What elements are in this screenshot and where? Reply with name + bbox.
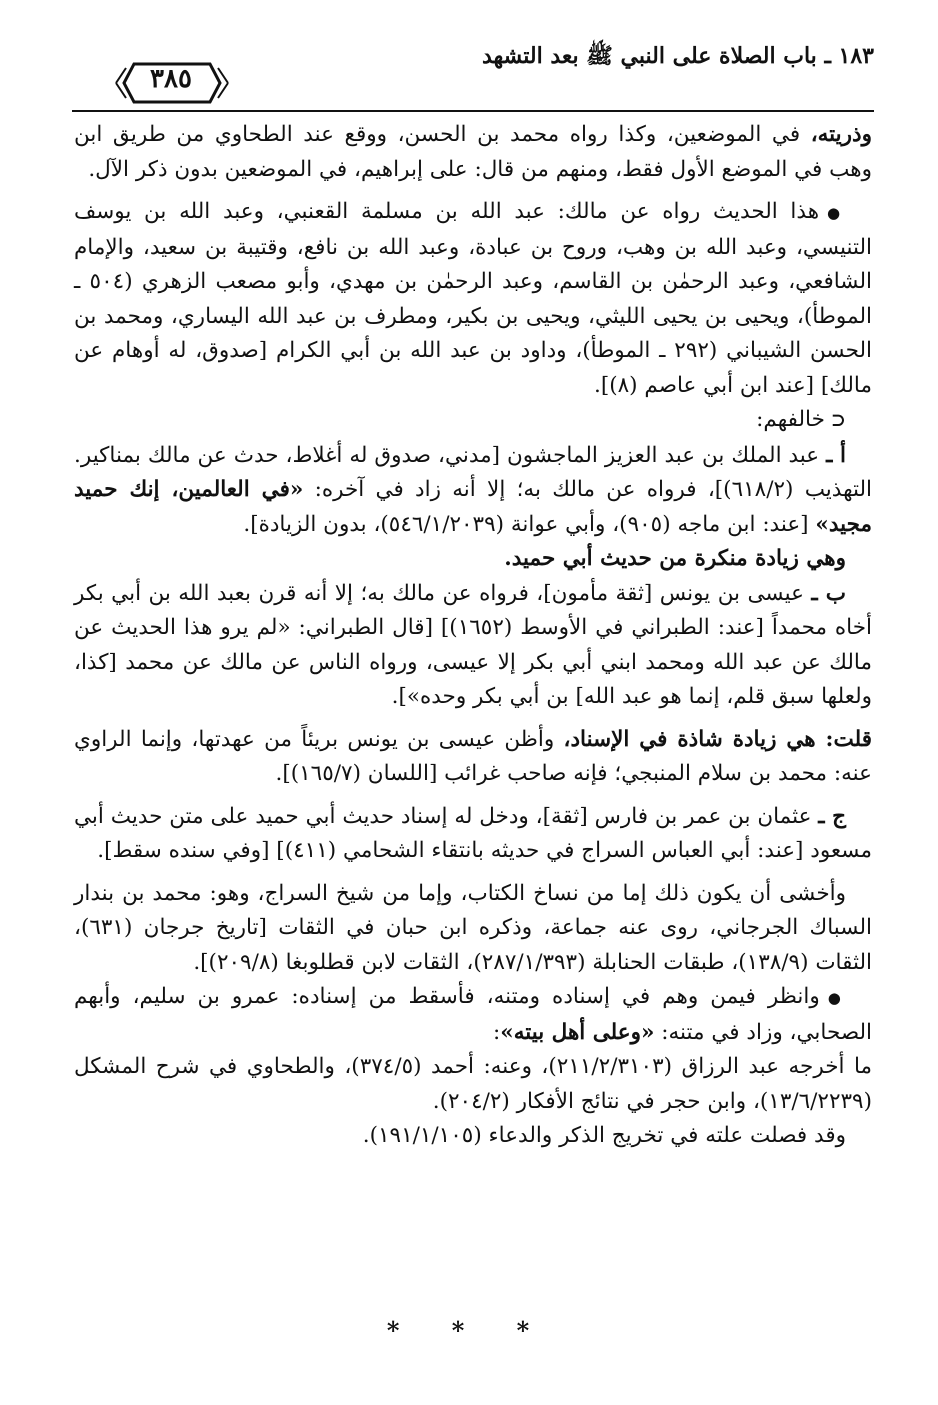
bold-text: أ ـ bbox=[826, 442, 846, 468]
paragraph-6 bbox=[74, 577, 872, 715]
text-run: وأظن عيسى بن يونس بريئاً من عهدتها، وإنما الراوي عنه: محمد بن سلام المنبجي؛ فإنه صاحب غرائب [اللسان (١٦٥/٧)]. bbox=[74, 726, 872, 786]
text-run: عيسى بن يونس [ثقة مأمون]، فرواه عن مالك به؛ إلا أنه قرن بعبد الله بن أبي بكر أخاه محمداً [عند: الطبراني في الأوسط (١٦٥٢)] [قال الطبراني: «لم يرو هذا الحديث عن مالك عن عبد الله ومحمد ابني أبي بكر إلا عيسى، ورواه الناس عن مالك عن محمد [كذا، ولعلها سبق قلم، إنما هو عبد الله] بن أبي بكر وحده»]. bbox=[74, 580, 873, 709]
header-rule bbox=[72, 110, 874, 112]
paragraph-11: ما أخرجه عبد الرزاق (٢١١/٢/٣١٠٣)، وعنه: أحمد (٣٧٤/٥)، والطحاوي في شرح المشكل (١٣/٦/٢٢٣٩)، وابن حجر في نتائج الأفكار (٢٠٤/٢). bbox=[74, 1054, 873, 1114]
paragraph-7 bbox=[74, 723, 872, 792]
text-run: عبد الملك بن عبد العزيز الماجشون [مدني، صدوق له أغلاط، حدث عن مالك بمناكير. التهذيب (٦١٨/٢)]، فرواه عن مالك به؛ إلا أنه زاد في آخره: bbox=[74, 442, 872, 502]
page-header bbox=[72, 38, 874, 108]
bold-text: ج ـ bbox=[818, 803, 846, 829]
paragraph-3 bbox=[74, 403, 872, 439]
ornament-icon: ⊂ bbox=[830, 410, 846, 431]
paragraph-12: وقد فصلت علته في تخريج الذكر والدعاء (١٩١/١/١٠٥). bbox=[362, 1123, 846, 1148]
text-run: هذا الحديث رواه عن مالك: عبد الله بن مسلمة القعنبي، وعبد الله بن يوسف التنيسي، وعبد الله بن وهب، وروح بن عبادة، وعبد الله بن نافع، وقتيبة بن سعيد، والإمام الشافعي، وعبد الرحمٰن بن القاسم، وعبد الرحمٰن بن مهدي، وأبو مصعب الزهري (٥٠٤ ـ الموطأ)، ويحيى بن يحيى الليثي، ويحيى بن بكير، ومطرف بن عبد الله اليساري، ومحمد بن الحسن الشيباني (٢٩٢ ـ الموطأ)، وداود بن عبد الله بن أبي الكرام [صدوق، له أوهام عن مالك] [عند ابن أبي عاصم (٨)]. bbox=[74, 199, 872, 398]
paragraph-5: وهي زيادة منكرة من حديث أبي حميد. bbox=[504, 546, 846, 571]
text-run: : bbox=[493, 1019, 501, 1045]
text-run: وانظر فيمن وهم في إسناده ومتنه، فأسقط من إسناده: عمرو بن سليم، وأبهم الصحابي، وزاد في متنه: bbox=[74, 984, 872, 1045]
main-text bbox=[74, 118, 872, 1154]
bold-text: ب ـ bbox=[811, 580, 846, 606]
page-number: ٣٨٥ bbox=[150, 64, 192, 94]
paragraph-4 bbox=[74, 439, 872, 543]
text-run: خالفهم: bbox=[756, 407, 825, 432]
bold-text: وذريته، bbox=[810, 122, 872, 147]
bullet-icon: ● bbox=[827, 989, 846, 1007]
bold-text: «في العالمين، إنك حميد مجيد» bbox=[74, 477, 872, 537]
paragraph-9: وأخشى أن يكون ذلك إما من نساخ الكتاب، وإما من شيخ السراج، وهو: محمد بن بندار السباك الجرجاني، روى عنه جماعة، وذكره ابن حبان في الثقات [تاريخ جرجان (٦٣١)، الثقات (١٣٨/٩)، طبقات الحنابلة (٢٨٧/١/٣٩٣)، الثقات لابن قطلوبغا (٢٠٩/٨)]. bbox=[74, 880, 872, 975]
bold-text: «وعلى أهل بيته» bbox=[500, 1019, 655, 1045]
section-end-asterisks: * * * bbox=[386, 1316, 552, 1345]
paragraph-1 bbox=[74, 118, 872, 187]
paragraph-8 bbox=[74, 800, 872, 869]
text-run: عثمان بن عمر بن فارس [ثقة]، ودخل له إسناد حديث أبي حميد على متن حديث أبي مسعود [عند: أبي العباس السراج في حديثه بانتقاء الشحامي (٤١١)] [وفي سنده سقط]. bbox=[74, 803, 872, 863]
paragraph-10 bbox=[74, 980, 872, 1050]
text-run: [عند: ابن ماجه (٩٠٥)، وأبي عوانة (٥٤٦/١/٢٠٣٩)، بدون الزيادة]. bbox=[243, 511, 816, 537]
text-run: في الموضعين، وكذا رواه محمد بن الحسن، ووقع عند الطحاوي من طريق ابن وهب في الموضع الأول فقط، ومنهم من قال: على إبراهيم، في الموضعين بدون ذكر الآل. bbox=[74, 122, 872, 182]
running-head: ١٨٣ ـ باب الصلاة على النبي ﷺ بعد التشهد bbox=[481, 43, 874, 69]
bullet-icon: ● bbox=[827, 204, 846, 222]
page-number-badge bbox=[72, 58, 272, 108]
paragraph-2 bbox=[74, 195, 872, 403]
bold-text: قلت: هي زيادة شاذة في الإسناد، bbox=[563, 726, 872, 752]
